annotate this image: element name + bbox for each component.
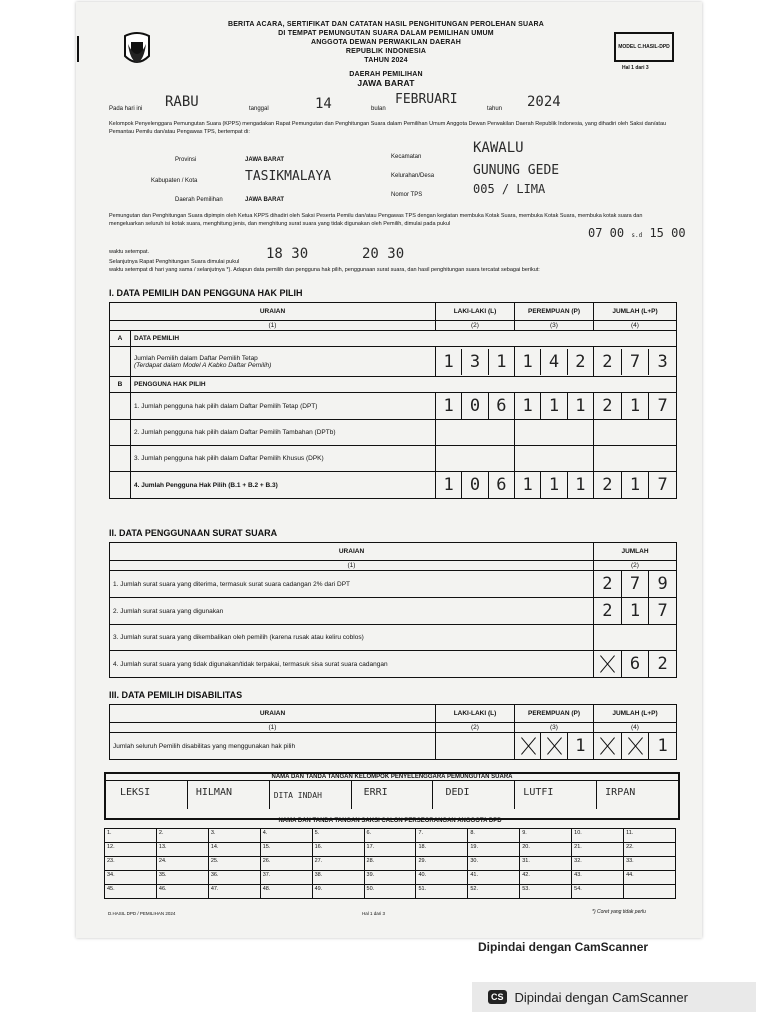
digit: 1 [648, 733, 676, 759]
saksi-grid [104, 828, 676, 899]
kpps-signature: DITA INDAH [270, 781, 352, 809]
body-text: Pemungutan dan Penghitungan Suara dipimpin oleh Ketua KPPS dihadiri oleh Saksi Peserta Pemilu dan/atau Pengawas TPS dengan kegiatan membuka Kotak Suara, membuka Kotak Suara, membuka kotak suara dan mengeluarkan seluruh isi kotak suara, menghitung jenis, dan menghitung surat suara yang tidak digunakan oleh Pemilih, dimulai pada pukul [109, 213, 643, 227]
saksi-cell: 25. [208, 857, 260, 871]
form-code-box [614, 32, 674, 62]
col-laki: LAKI-LAKI (L) [436, 303, 515, 321]
b3-label: 3. Jumlah pengguna hak pilih dalam Daftar Pemilih Khusus (DPK) [131, 446, 436, 472]
r4-label: 4. Jumlah surat suara yang tidak digunakan/tidak terpakai, termasuk sisa surat suara cadangan [110, 651, 594, 678]
digit: 1 [443, 475, 454, 495]
saksi-cell [624, 885, 676, 899]
tahun-value: 2024 [527, 94, 561, 110]
saksi-row [105, 829, 676, 843]
date-prefix: Pada hari ini [109, 106, 143, 112]
saksi-cell: 32. [572, 857, 624, 871]
cross-mark [594, 651, 621, 677]
digit: 1 [540, 472, 566, 498]
digit: 6 [621, 651, 649, 677]
form-code: MODEL C.HASIL-DPD [618, 44, 670, 50]
section3-table [109, 704, 677, 760]
day-value: RABU [165, 94, 199, 110]
kab-label: Kabupaten / Kota [151, 178, 198, 184]
time-sep: s.d [631, 232, 643, 239]
digit: 7 [648, 472, 676, 498]
disabilitas-label: Jumlah seluruh Pemilih disabilitas yang menggunakan hak pilih [110, 733, 436, 760]
tanggal-value: 14 [315, 96, 332, 112]
kpps-signature: LEKSI [106, 781, 188, 809]
a-row-sub: (Terdapat dalam Model A Kabko Daftar Pemilih) [134, 361, 272, 369]
kec-value: KAWALU [473, 140, 524, 156]
kpps-signature: HILMAN [188, 781, 270, 809]
r1-label: 1. Jumlah surat suara yang diterima, termasuk surat suara cadangan 2% dari DPT [110, 571, 594, 598]
col-jumlah: JUMLAH (L+P) [594, 303, 677, 321]
saksi-cell: 44. [624, 871, 676, 885]
col-num: (4) [594, 321, 677, 331]
col-num: (2) [594, 561, 677, 571]
time-end: 15 00 [649, 226, 686, 240]
time-start: 07 00 [588, 226, 625, 240]
col-jumlah: JUMLAH (L+P) [594, 705, 677, 723]
saksi-cell: 16. [312, 843, 364, 857]
col-perempuan: PEREMPUAN (P) [515, 303, 594, 321]
saksi-cell: 51. [416, 885, 468, 899]
body-text2: waktu setempat. [109, 249, 150, 255]
location-block [109, 142, 679, 208]
digit: 1 [621, 472, 649, 498]
count-start: 18 30 [266, 246, 309, 262]
saksi-cell: 54. [572, 885, 624, 899]
section1-table [109, 302, 677, 499]
digit: 6 [488, 472, 514, 498]
saksi-cell: 18. [416, 843, 468, 857]
saksi-cell: 23. [105, 857, 157, 871]
saksi-cell: 2. [156, 829, 208, 843]
digit: 7 [648, 598, 676, 624]
col-uraian: URAIAN [110, 705, 436, 723]
row-title: DATA PEMILIH [131, 331, 677, 347]
saksi-cell: 3. [208, 829, 260, 843]
dapil-value: JAWA BARAT [245, 197, 284, 203]
kel-label: Kelurahan/Desa [391, 173, 435, 179]
saksi-cell: 40. [416, 871, 468, 885]
title-line: DI TEMPAT PEMUNGUTAN SUARA DALAM PEMILIHAN UMUM [278, 30, 494, 37]
saksi-cell: 6. [364, 829, 416, 843]
digit: 0 [461, 472, 487, 498]
kab-value: TASIKMALAYA [245, 169, 332, 184]
col-perempuan: PEREMPUAN (P) [515, 705, 594, 723]
digit: 0 [461, 393, 487, 419]
region-name: JAWA BARAT [357, 78, 415, 88]
digit: 1 [522, 475, 533, 495]
footer-left: D.HASIL DPD / PEMILIHAN 2024 [108, 911, 176, 916]
section1-title: I. DATA PEMILIH DAN PENGGUNA HAK PILIH [109, 288, 303, 298]
saksi-cell: 33. [624, 857, 676, 871]
row-label [131, 347, 436, 377]
section2-table [109, 542, 677, 678]
saksi-cell: 47. [208, 885, 260, 899]
document-title [186, 20, 586, 88]
camscanner-logo-icon: CS [488, 990, 507, 1004]
body-text3: Selanjutnya Rapat Penghitungan Suara dimulai pukul [109, 259, 240, 265]
saksi-cell: 28. [364, 857, 416, 871]
r3-label: 3. Jumlah surat suara yang dikembalikan oleh pemilih (karena rusak atau keliru coblos) [110, 625, 594, 651]
saksi-cell: 4. [260, 829, 312, 843]
b2-label: 2. Jumlah pengguna hak pilih dalam Daftar Pemilih Tambahan (DPTb) [131, 420, 436, 446]
saksi-row [105, 843, 676, 857]
saksi-cell: 41. [468, 871, 520, 885]
tps-value: 005 / LIMA [473, 182, 546, 196]
saksi-cell: 29. [416, 857, 468, 871]
digit: 1 [567, 393, 593, 419]
title-line: BERITA ACARA, SERTIFIKAT DAN CATATAN HASIL PENGHITUNGAN PEROLEHAN SUARA [227, 21, 545, 28]
saksi-cell: 1. [105, 829, 157, 843]
camscanner-badge-text: Dipindai dengan CamScanner [514, 989, 688, 1005]
footer-mid: Hal 1 dari 3 [362, 911, 386, 916]
kpps-signature: DEDI [433, 781, 515, 809]
bulan-value: FEBRUARI [395, 92, 458, 107]
title-line: TAHUN 2024 [364, 57, 408, 64]
scan-edge-mark [77, 36, 79, 62]
tahun-label: tahun [487, 106, 503, 112]
saksi-cell: 38. [312, 871, 364, 885]
saksi-cell: 30. [468, 857, 520, 871]
cross-mark [540, 733, 566, 759]
digit: 1 [567, 733, 593, 759]
saksi-row [105, 857, 676, 871]
col-jumlah: JUMLAH [594, 543, 677, 561]
saksi-cell: 48. [260, 885, 312, 899]
footer-right: *) Coret yang tidak perlu [592, 909, 646, 915]
saksi-cell: 10. [572, 829, 624, 843]
col-num: (4) [594, 723, 677, 733]
kpps-signature: LUTFI [515, 781, 597, 809]
saksi-cell: 31. [520, 857, 572, 871]
date-line [109, 94, 679, 116]
digit: 2 [602, 601, 613, 621]
time-range [588, 226, 686, 240]
page-ref: Hal 1 dari 3 [622, 65, 649, 71]
row-code: A [110, 331, 131, 347]
row-code: B [110, 377, 131, 393]
digit: 9 [648, 571, 676, 597]
camscanner-badge [472, 982, 756, 1012]
cross-mark [594, 733, 621, 759]
digit: 2 [602, 351, 613, 372]
intro-text: Kelompok Penyelenggara Pemungutan Suara (KPPS) mengadakan Rapat Pemungutan dan Penghitungan Suara dalam Pemilihan Umum Anggota Dewan Perwakilan Daerah Republik Indonesia, yang dihadiri oleh Saksi dan/atau Pemantau Pemilu dan/atau Pengawas TPS, bertempat di: [109, 121, 667, 135]
saksi-cell: 45. [105, 885, 157, 899]
saksi-cell: 17. [364, 843, 416, 857]
saksi-cell: 43. [572, 871, 624, 885]
bulan-label: bulan [371, 106, 386, 112]
tanggal-label: tanggal [249, 106, 269, 112]
saksi-cell: 7. [416, 829, 468, 843]
saksi-cell: 27. [312, 857, 364, 871]
provinsi-value: JAWA BARAT [245, 157, 284, 163]
digit: 2 [602, 574, 613, 594]
camscanner-watermark: Dipindai dengan CamScanner [478, 940, 649, 954]
saksi-cell: 42. [520, 871, 572, 885]
col-num: (1) [110, 561, 594, 571]
saksi-cell: 14. [208, 843, 260, 857]
kec-label: Kecamatan [391, 154, 422, 160]
saksi-cell: 24. [156, 857, 208, 871]
col-num: (1) [110, 723, 436, 733]
kel-value: GUNUNG GEDE [473, 163, 560, 178]
saksi-cell: 8. [468, 829, 520, 843]
count-end: 20 30 [362, 246, 405, 262]
digit: 2 [567, 349, 593, 375]
digit: 4 [540, 349, 566, 375]
saksi-cell: 49. [312, 885, 364, 899]
title-line: ANGGOTA DEWAN PERWAKILAN DAERAH [311, 39, 461, 46]
section3-title: III. DATA PEMILIH DISABILITAS [109, 690, 243, 700]
document-page [76, 2, 702, 938]
provinsi-label: Provinsi [175, 157, 197, 163]
saksi-cell: 50. [364, 885, 416, 899]
saksi-cell: 26. [260, 857, 312, 871]
digit: 1 [488, 349, 514, 375]
digit: 1 [443, 396, 454, 416]
saksi-cell: 15. [260, 843, 312, 857]
kpps-signature: ERRI [352, 781, 434, 809]
row-title: PENGGUNA HAK PILIH [131, 377, 677, 393]
saksi-cell: 46. [156, 885, 208, 899]
saksi-cell: 13. [156, 843, 208, 857]
dapil-label: Daerah Pemilihan [175, 197, 223, 203]
a-row-label: Jumlah Pemilih dalam Daftar Pemilih Tetap [134, 354, 258, 362]
digit: 1 [621, 598, 649, 624]
digit: 1 [621, 393, 649, 419]
saksi-cell: 36. [208, 871, 260, 885]
col-uraian: URAIAN [110, 303, 436, 321]
region-label: DAERAH PEMILIHAN [349, 71, 423, 78]
digit: 3 [461, 349, 487, 375]
saksi-cell: 12. [105, 843, 157, 857]
saksi-row [105, 871, 676, 885]
col-num: (2) [436, 723, 515, 733]
r2-label: 2. Jumlah surat suara yang digunakan [110, 598, 594, 625]
kpu-logo [122, 30, 152, 70]
digit: 2 [648, 651, 676, 677]
b4-label: 4. Jumlah Pengguna Hak Pilih (B.1 + B.2 + B.3) [131, 472, 436, 499]
digit: 7 [648, 393, 676, 419]
saksi-cell: 5. [312, 829, 364, 843]
col-uraian: URAIAN [110, 543, 594, 561]
b1-label: 1. Jumlah pengguna hak pilih dalam Daftar Pemilih Tetap (DPT) [131, 393, 436, 420]
cross-mark [621, 733, 649, 759]
kpps-title: NAMA DAN TANDA TANGAN KELOMPOK PENYELENGGARA PEMUNGUTAN SUARA [106, 774, 678, 781]
digit: 7 [621, 349, 649, 375]
kpps-signature: IRPAN [605, 787, 636, 798]
saksi-cell: 34. [105, 871, 157, 885]
section2-title: II. DATA PENGGUNAAN SURAT SUARA [109, 528, 278, 538]
cross-mark [515, 733, 540, 759]
saksi-row [105, 885, 676, 899]
digit: 1 [443, 351, 454, 372]
saksi-cell: 52. [468, 885, 520, 899]
saksi-cell: 37. [260, 871, 312, 885]
saksi-cell: 9. [520, 829, 572, 843]
digit: 1 [522, 396, 533, 416]
saksi-cell: 35. [156, 871, 208, 885]
tps-label: Nomor TPS [391, 192, 423, 198]
col-laki: LAKI-LAKI (L) [436, 705, 515, 723]
digit: 1 [540, 393, 566, 419]
saksi-cell: 22. [624, 843, 676, 857]
digit: 6 [488, 393, 514, 419]
title-line: REPUBLIK INDONESIA [345, 48, 427, 55]
digit: 2 [602, 475, 613, 495]
col-num: (3) [515, 723, 594, 733]
saksi-cell: 11. [624, 829, 676, 843]
digit: 3 [648, 349, 676, 375]
digit: 1 [522, 351, 533, 372]
saksi-cell: 53. [520, 885, 572, 899]
saksi-cell: 20. [520, 843, 572, 857]
saksi-cell: 19. [468, 843, 520, 857]
kpps-signature-box [104, 772, 680, 820]
digit: 7 [621, 571, 649, 597]
digit: 2 [602, 396, 613, 416]
saksi-cell: 39. [364, 871, 416, 885]
body-text4: waktu setempat di hari yang sama / selanjutnya *). Adapun data pemilih dan pengguna hak pilih, penggunaan surat suara, dan hasil penghitungan suara tercatat sebagai berikut: [109, 267, 540, 273]
saksi-title: NAMA DAN TANDA TANGAN SAKSI CALON PERSEORANGAN ANGGOTA DPD [278, 818, 502, 824]
col-num: (2) [436, 321, 515, 331]
saksi-cell: 21. [572, 843, 624, 857]
digit: 1 [567, 472, 593, 498]
col-num: (3) [515, 321, 594, 331]
col-num: (1) [110, 321, 436, 331]
